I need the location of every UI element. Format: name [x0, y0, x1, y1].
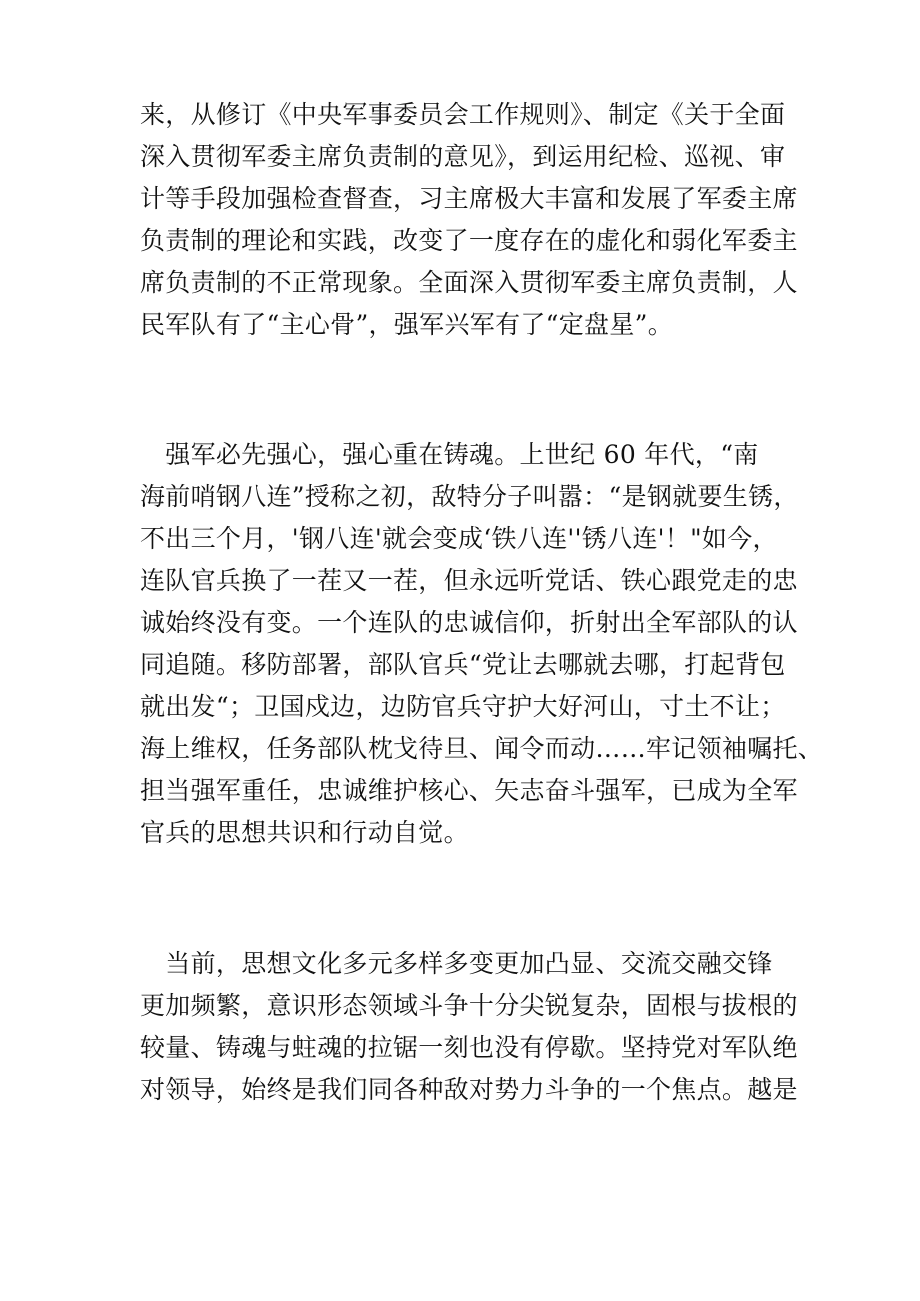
paragraph-line: 就出发“；卫国戍边，边防官兵守护大好河山，寸土不让； [140, 692, 786, 721]
paragraph-2 [140, 434, 823, 854]
paragraph-line: 担当强军重任，忠诚维护核心、矢志奋斗强军，已成为全军 [140, 776, 798, 805]
paragraph-line: 诚始终没有变。一个连队的忠诚信仰，折射出全军部队的认 [140, 608, 798, 637]
paragraph-line: 不出三个月，'钢八连'就会变成‘铁八连''锈八连'！"如今， [140, 524, 778, 553]
paragraph-line: 负责制的理论和实践，改变了一度存在的虚化和弱化军委主 [140, 226, 798, 255]
paragraph-1 [140, 94, 798, 346]
paragraph-line: 海上维权，任务部队枕戈待旦、闻令而动……牢记领袖嘱托、 [140, 734, 824, 763]
paragraph-line: 更加频繁，意识形态领域斗争十分尖锐复杂，固根与拔根的 [140, 991, 798, 1020]
paragraph-line: 计等手段加强检查督查，习主席极大丰富和发展了军委主席 [140, 184, 798, 213]
paragraph-line: 海前哨钢八连”授称之初，敌特分子叫嚣：“是钢就要生锈， [140, 482, 799, 511]
paragraph-line: 较量、铸魂与蛀魂的拉锯一刻也没有停歇。坚持党对军队绝 [140, 1033, 798, 1062]
paragraph-line: 对领导，始终是我们同各种敌对势力斗争的一个焦点。越是 [140, 1075, 798, 1104]
paragraph-line: 连队官兵换了一茬又一茬，但永远听党话、铁心跟党走的忠 [140, 566, 798, 595]
paragraph-line: 当前，思想文化多元多样多变更加凸显、交流交融交锋 [140, 949, 773, 978]
paragraph-line: 民军队有了“主心骨”，强军兴军有了“定盘星”。 [140, 310, 674, 339]
paragraph-3 [140, 943, 798, 1111]
paragraph-line: 强军必先强心，强心重在铸魂。上世纪 60 年代，“南 [140, 440, 759, 469]
paragraph-line: 深入贯彻军委主席负责制的意见》，到运用纪检、巡视、审 [140, 142, 786, 171]
paragraph-line: 同追随。移防部署，部队官兵“党让去哪就去哪，打起背包 [140, 650, 786, 679]
paragraph-line: 官兵的思想共识和行动自觉。 [140, 818, 469, 847]
paragraph-line: 来，从修订《中央军事委员会工作规则》、制定《关于全面 [140, 100, 786, 129]
paragraph-line: 席负责制的不正常现象。全面深入贯彻军委主席负责制，人 [140, 268, 798, 297]
